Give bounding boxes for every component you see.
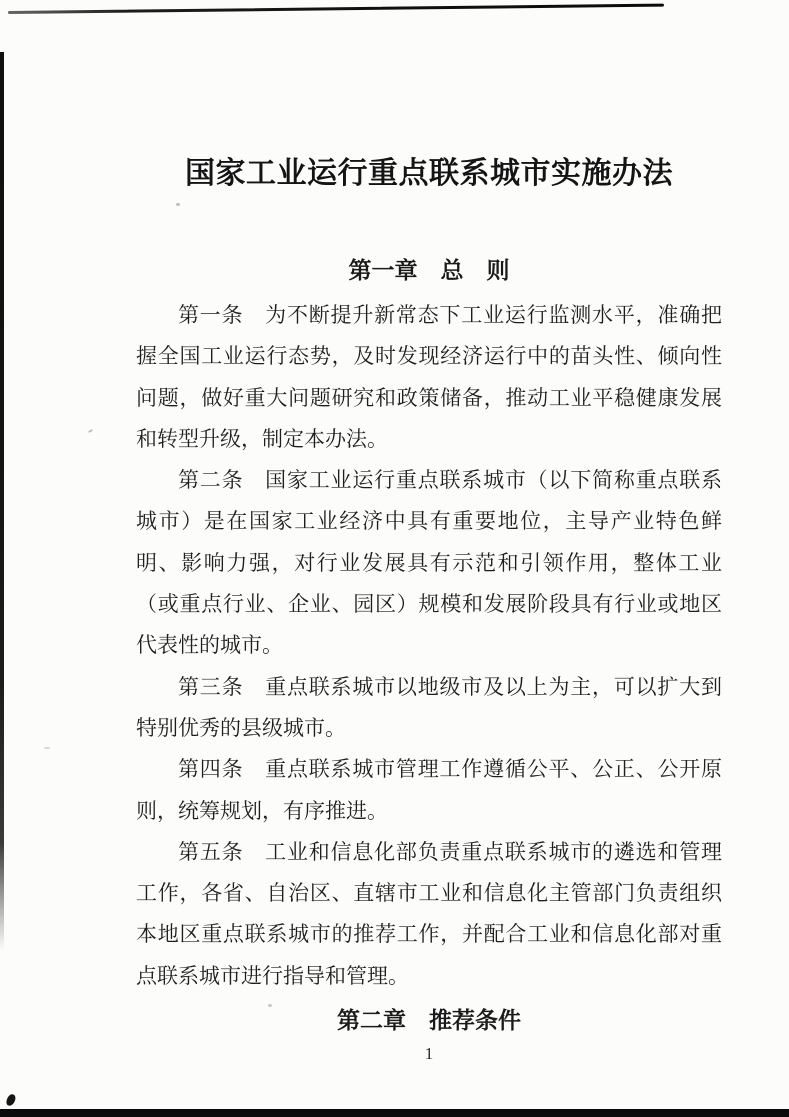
ink-mark-bottom-left (5, 1093, 16, 1107)
chapter-two-heading: 第二章 推荐条件 (337, 1007, 521, 1033)
article-3-paragraph: 第三条 重点联系城市以地级市及以上为主，可以扩大到特别优秀的县级城市。 (136, 674, 722, 740)
page-number: 1 (424, 1044, 434, 1063)
article-4-paragraph: 第四条 重点联系城市管理工作遵循公平、公正、公开原则，统筹规划，有序推进。 (136, 757, 722, 823)
article-5-paragraph: 第五条 工业和信息化部负责重点联系城市的遴选和管理工作，各省、自治区、直辖市工业和信息化主管部门负责组织本地区重点联系城市的推荐工作，并配合工业和信息化部对重点联系城市进行指导和管理。 (136, 839, 722, 988)
scan-speck (44, 747, 50, 749)
chapter-one-heading: 第一章 总 则 (348, 257, 510, 283)
document-body (136, 295, 722, 997)
scan-artifact-top-edge (8, 4, 664, 14)
scan-artifact-bottom-edge (0, 1109, 789, 1117)
scan-speck (176, 203, 180, 206)
document-title: 国家工业运行重点联系城市实施办法 (185, 157, 673, 190)
article-2-paragraph: 第二条 国家工业运行重点联系城市（以下简称重点联系城市）是在国家工业经济中具有重要地位，主导产业特色鲜明、影响力强，对行业发展具有示范和引领作用，整体工业（或重点行业、企业、园区）规模和发展阶段具有行业或地区代表性的城市。 (136, 468, 722, 658)
scan-speck (88, 429, 93, 433)
article-1-paragraph: 第一条 为不断提升新常态下工业运行监测水平，准确把握全国工业运行态势，及时发现经济运行中的苗头性、倾向性问题，做好重大问题研究和政策储备，推动工业平稳健康发展和转型升级，制定本办法。 (136, 303, 722, 451)
scan-artifact-left-edge (0, 52, 4, 950)
